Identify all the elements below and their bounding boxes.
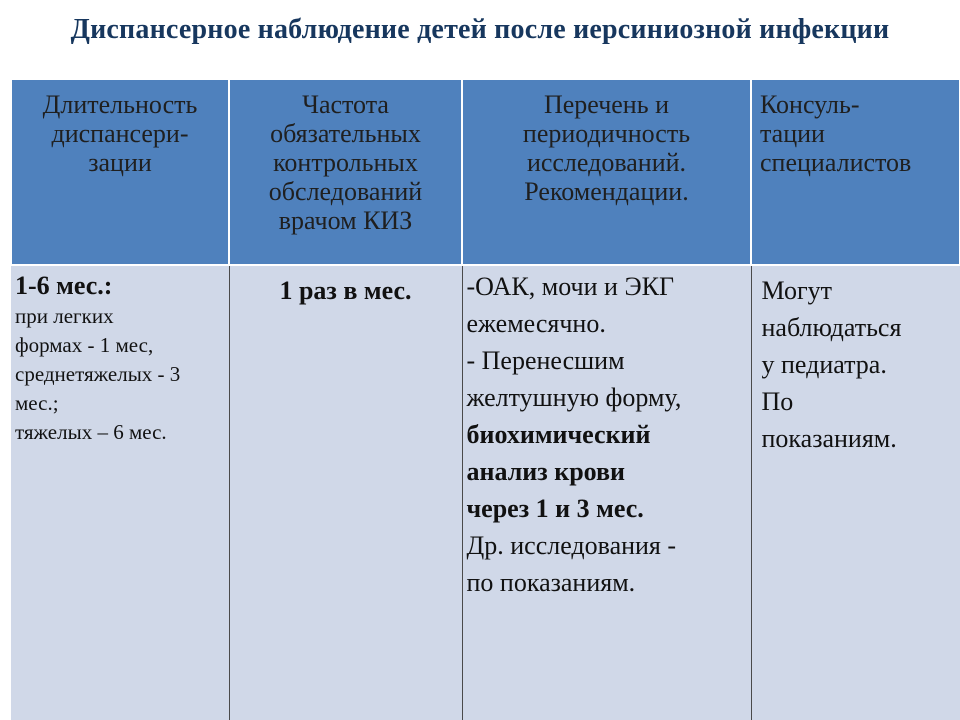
header-line: зации <box>88 148 152 177</box>
header-line: врачом КИЗ <box>278 206 413 235</box>
duration-heading: 1-6 мес.: <box>15 271 113 300</box>
tests-line-bold: биохимический <box>466 420 651 449</box>
table-header-row <box>11 80 960 265</box>
tests-line: ежемесячно. <box>466 309 606 338</box>
header-duration <box>11 80 229 265</box>
consult-line: у педиатра. <box>761 350 887 379</box>
cell-tests <box>462 265 751 720</box>
consult-line: наблюдаться <box>761 313 902 342</box>
header-line: Консуль- <box>760 90 860 119</box>
consult-line: показаниям. <box>761 424 897 453</box>
cell-duration <box>11 265 229 720</box>
table-row <box>11 265 960 720</box>
header-consultations <box>751 80 960 265</box>
tests-line-bold: анализ крови <box>466 457 626 486</box>
consult-list <box>756 272 957 457</box>
header-line: тации <box>760 119 825 148</box>
consult-line: По <box>761 387 794 416</box>
header-frequency <box>229 80 462 265</box>
header-line: исследований. <box>526 148 687 177</box>
header-line: специалистов <box>760 148 912 177</box>
header-line: Рекомендации. <box>524 177 689 206</box>
tests-line: Др. исследования - <box>466 531 677 560</box>
header-line: обязательных <box>270 119 421 148</box>
header-line: контрольных <box>273 148 418 177</box>
consult-line: Могут <box>761 276 832 305</box>
duration-line: среднетяжелых - 3 <box>15 362 181 386</box>
tests-line: -ОАК, мочи и ЭКГ <box>466 272 674 301</box>
duration-line: тяжелых – 6 мес. <box>15 420 167 444</box>
header-line: периодичность <box>522 119 691 148</box>
header-line: Частота <box>302 90 389 119</box>
header-line: обследований <box>268 177 423 206</box>
frequency-value: 1 раз в мес. <box>279 276 412 305</box>
tests-list <box>467 268 747 601</box>
cell-consultations <box>751 265 960 720</box>
tests-line: желтушную форму, <box>466 383 682 412</box>
header-line: Перечень и <box>543 90 669 119</box>
header-line: Длительность <box>42 90 198 119</box>
tests-line: по показаниям. <box>466 568 636 597</box>
tests-line: - Перенесшим <box>466 346 625 375</box>
dispensary-table <box>10 80 960 720</box>
header-line: диспансери- <box>51 119 189 148</box>
duration-line: формах - 1 мес, <box>15 333 154 357</box>
duration-line: мес.; <box>15 391 59 415</box>
duration-line: при легких <box>15 304 114 328</box>
header-tests <box>462 80 751 265</box>
slide-title: Диспансерное наблюдение детей после иерсиниозной инфекции <box>70 14 890 45</box>
cell-frequency <box>229 265 462 720</box>
tests-line-bold: через 1 и 3 мес. <box>466 494 644 523</box>
